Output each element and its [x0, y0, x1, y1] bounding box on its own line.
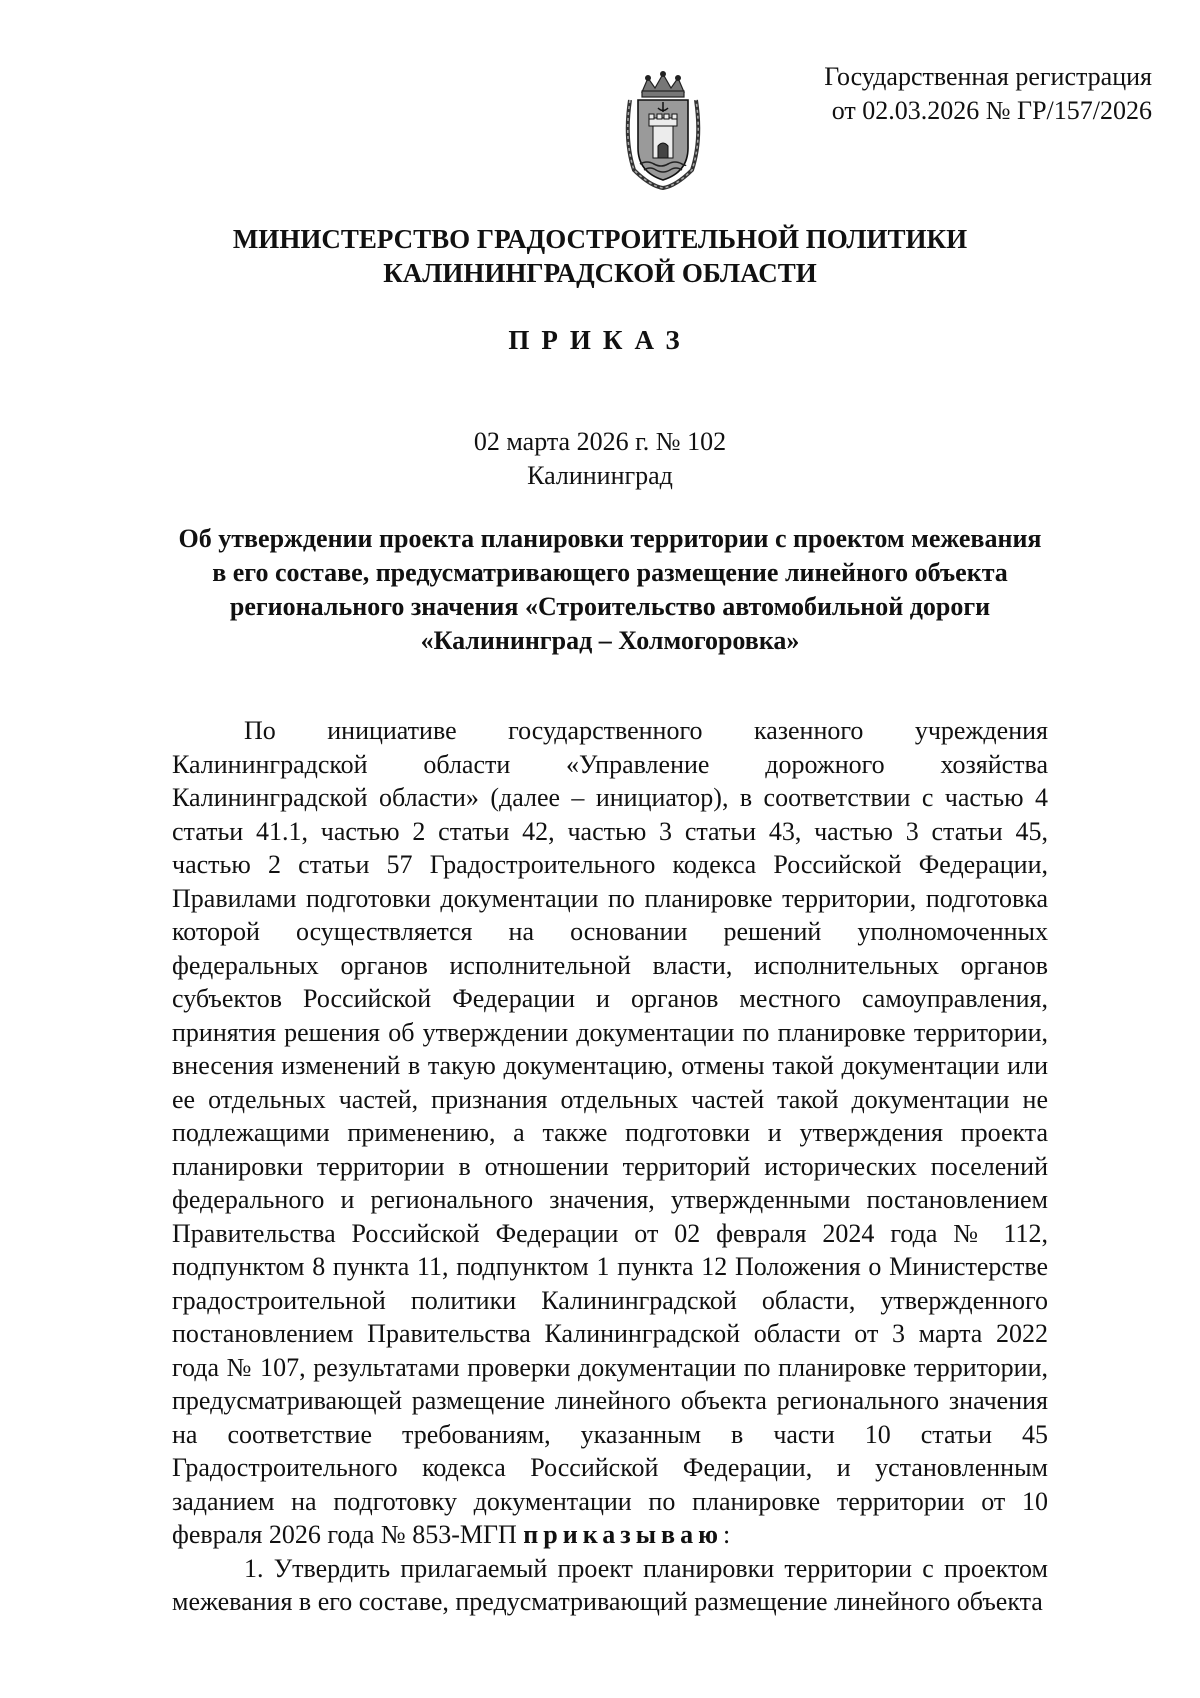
- order-keyword: приказываю: [523, 1520, 723, 1549]
- order-heading: ПРИКАЗ: [508, 325, 692, 355]
- ministry-line-2: КАЛИНИНГРАДСКОЙ ОБЛАСТИ: [383, 258, 817, 288]
- order-date-block: [0, 425, 1200, 493]
- order-body: [172, 714, 1048, 1619]
- order-subject: [160, 522, 1060, 658]
- registration-line-2: от 02.03.2026 № ГР/157/2026: [831, 96, 1152, 125]
- registration-line-1: Государственная регистрация: [824, 62, 1152, 91]
- body-paragraph-1: [172, 714, 1048, 1552]
- body-paragraph-2: 1. Утвердить прилагаемый проект планировки территории с проектом межевания в его составе, предусматривающий размещение линейного объекта: [172, 1553, 1048, 1616]
- ministry-line-1: МИНИСТЕРСТВО ГРАДОСТРОИТЕЛЬНОЙ ПОЛИТИКИ: [232, 224, 968, 254]
- subject-line-2: в его составе, предусматривающего размещение линейного объекта: [212, 558, 1008, 587]
- ministry-name: [0, 222, 1200, 290]
- order-date-number: 02 марта 2026 г. № 102: [473, 427, 727, 456]
- subject-line-3: регионального значения «Строительство автомобильной дороги: [229, 592, 991, 621]
- state-registration: [632, 60, 1152, 128]
- order-city: Калининград: [527, 461, 673, 490]
- subject-line-1: Об утверждении проекта планировки территории с проектом межевания: [178, 524, 1042, 553]
- body-paragraph-1-end: :: [722, 1520, 731, 1549]
- body-paragraph-1-text: По инициативе государственного казенного учреждения Калининградской области «Управление дорожного хозяйства Калининградской области» (далее – инициатор), в соответствии с частью 4 статьи 41.1, частью 2 статьи 42, частью 3 статьи 43, частью 3 статьи 45, частью 2 статьи 57 Градостроительного кодекса Российской Федерации, Правилами подготовки документации по планировке территории, подготовка которой осуществляется на основании решений уполномоченных федеральных органов исполнительной власти, исполнительных органов субъектов Российской Федерации и органов местного самоуправления, принятия решения об утверждении документации по планировке территории, внесения изменений в такую документацию, отмены такой документации или ее отдельных частей, признания отдельных частей такой документации не подлежащими применению, а также подготовки и утверждения проекта планировки территории в отношении территорий исторических поселений федерального и регионального значения, утвержденными постановлением Правительства Российской Федерации от 02 февраля 2024 года № 112, подпунктом 8 пункта 11, подпунктом 1 пункта 12 Положения о Министерстве градостроительной политики Калининградской области, утвержденного постановлением Правительства Калининградской области от 3 марта 2022 года № 107, результатами проверки документации по планировке территории, предусматривающей размещение линейного объекта регионального значения на соответствие требованиям, указанным в части 10 статьи 45 Градостроительного кодекса Российской Федерации, и установленным заданием на подготовку документации по планировке территории от 10 февраля 2026 года № 853-МГП: [172, 716, 1048, 1549]
- coat-of-arms-icon: [620, 70, 706, 190]
- subject-line-4: «Калининград – Холмогоровка»: [420, 626, 800, 655]
